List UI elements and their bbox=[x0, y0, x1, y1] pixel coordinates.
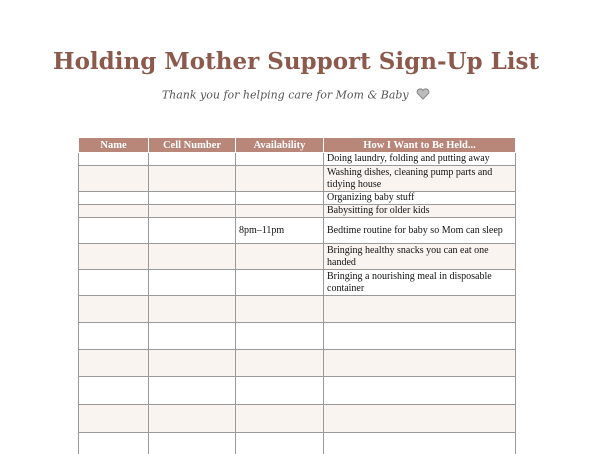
cell-phone[interactable] bbox=[149, 192, 236, 205]
table-row bbox=[79, 296, 516, 323]
cell-phone[interactable] bbox=[149, 350, 236, 377]
cell-availability[interactable]: 8pm–11pm bbox=[236, 218, 324, 244]
cell-task[interactable] bbox=[324, 350, 516, 377]
table-body bbox=[79, 153, 516, 454]
cell-phone[interactable] bbox=[149, 205, 236, 218]
cell-phone[interactable] bbox=[149, 405, 236, 433]
table-row bbox=[79, 270, 516, 296]
table-row bbox=[79, 405, 516, 433]
signup-table bbox=[78, 138, 516, 454]
cell-availability[interactable] bbox=[236, 323, 324, 350]
table-row bbox=[79, 192, 516, 205]
table-row bbox=[79, 244, 516, 270]
cell-availability[interactable] bbox=[236, 153, 324, 166]
page-title: Holding Mother Support Sign-Up List bbox=[52, 48, 540, 75]
table-row bbox=[79, 433, 516, 454]
table-row bbox=[79, 153, 516, 166]
cell-name[interactable] bbox=[79, 377, 149, 405]
cell-availability[interactable] bbox=[236, 270, 324, 296]
cell-phone[interactable] bbox=[149, 166, 236, 192]
cell-name[interactable] bbox=[79, 218, 149, 244]
cell-task[interactable]: Bedtime routine for baby so Mom can sleep bbox=[324, 218, 516, 244]
cell-phone[interactable] bbox=[149, 377, 236, 405]
table-row bbox=[79, 323, 516, 350]
cell-phone[interactable] bbox=[149, 218, 236, 244]
cell-phone[interactable] bbox=[149, 270, 236, 296]
cell-task[interactable]: Washing dishes, cleaning pump parts and tidying house bbox=[324, 166, 516, 192]
cell-task[interactable]: Bringing a nourishing meal in disposable container bbox=[324, 270, 516, 296]
cell-task[interactable] bbox=[324, 323, 516, 350]
cell-task[interactable] bbox=[324, 296, 516, 323]
cell-name[interactable] bbox=[79, 405, 149, 433]
cell-name[interactable] bbox=[79, 323, 149, 350]
cell-name[interactable] bbox=[79, 296, 149, 323]
cell-phone[interactable] bbox=[149, 153, 236, 166]
cell-phone[interactable] bbox=[149, 296, 236, 323]
cell-availability[interactable] bbox=[236, 350, 324, 377]
subtitle-text: Thank you for helping care for Mom & Baby bbox=[161, 88, 409, 102]
cell-task[interactable] bbox=[324, 377, 516, 405]
cell-task[interactable] bbox=[324, 405, 516, 433]
cell-phone[interactable] bbox=[149, 244, 236, 270]
cell-phone[interactable] bbox=[149, 323, 236, 350]
cell-availability[interactable] bbox=[236, 433, 324, 454]
cell-phone[interactable] bbox=[149, 433, 236, 454]
table-row bbox=[79, 205, 516, 218]
table-row bbox=[79, 350, 516, 377]
cell-task[interactable]: Organizing baby stuff bbox=[324, 192, 516, 205]
header-task: How I Want to Be Held... bbox=[324, 138, 516, 153]
table-header-row bbox=[79, 138, 516, 153]
cell-name[interactable] bbox=[79, 244, 149, 270]
table-row bbox=[79, 166, 516, 192]
heart-icon bbox=[416, 88, 430, 103]
cell-name[interactable] bbox=[79, 433, 149, 454]
header-cell-number: Cell Number bbox=[149, 138, 236, 153]
cell-name[interactable] bbox=[79, 192, 149, 205]
cell-task[interactable] bbox=[324, 433, 516, 454]
cell-task[interactable]: Babysitting for older kids bbox=[324, 205, 516, 218]
cell-availability[interactable] bbox=[236, 405, 324, 433]
cell-name[interactable] bbox=[79, 205, 149, 218]
cell-availability[interactable] bbox=[236, 296, 324, 323]
cell-name[interactable] bbox=[79, 166, 149, 192]
header-name: Name bbox=[79, 138, 149, 153]
cell-task[interactable]: Bringing healthy snacks you can eat one handed bbox=[324, 244, 516, 270]
table-row bbox=[79, 377, 516, 405]
cell-task[interactable]: Doing laundry, folding and putting away bbox=[324, 153, 516, 166]
cell-availability[interactable] bbox=[236, 205, 324, 218]
cell-availability[interactable] bbox=[236, 166, 324, 192]
header-availability: Availability bbox=[236, 138, 324, 153]
cell-name[interactable] bbox=[79, 350, 149, 377]
cell-availability[interactable] bbox=[236, 192, 324, 205]
cell-availability[interactable] bbox=[236, 244, 324, 270]
cell-name[interactable] bbox=[79, 153, 149, 166]
page-subtitle bbox=[0, 88, 592, 103]
cell-availability[interactable] bbox=[236, 377, 324, 405]
cell-name[interactable] bbox=[79, 270, 149, 296]
table-row bbox=[79, 218, 516, 244]
